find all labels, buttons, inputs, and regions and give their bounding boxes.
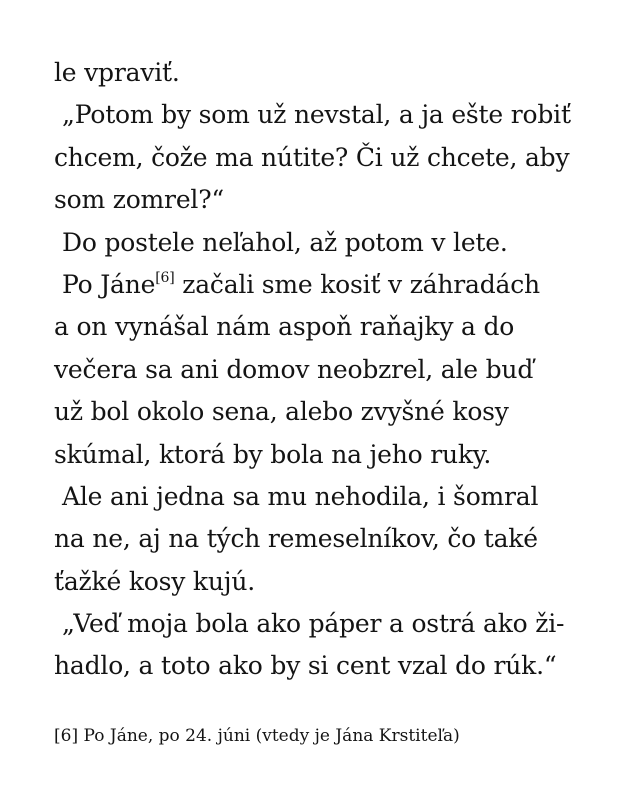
text-line-with-footnote xyxy=(54,264,614,306)
text-line: už bol okolo sena, alebo zvyšné kosy xyxy=(54,397,509,427)
text-segment: začali sme kosiť v záhradách xyxy=(182,269,540,299)
text-line: le vpraviť. xyxy=(54,58,180,87)
text-line: „Potom by som už nevstal, a ja ešte robiť xyxy=(62,100,571,130)
text-body xyxy=(54,52,614,688)
text-line: „Veď moja bola ako páper a ostrá ako ži- xyxy=(62,609,565,639)
text-line: hadlo, a toto ako by si cent vzal do rúk.“ xyxy=(54,651,557,681)
text-segment: Po Jáne xyxy=(62,269,156,299)
text-line: som zomrel?“ xyxy=(54,185,224,215)
text-line: Ale ani jedna sa mu nehodila, i šomral xyxy=(62,481,539,511)
text-line: večera sa ani domov neobzrel, ale buď xyxy=(54,354,534,384)
footnote-reference[interactable]: [6] xyxy=(155,269,175,286)
text-line: a on vynášal nám aspoň raňajky a do xyxy=(54,312,515,342)
text-line: Do postele neľahol, až potom v lete. xyxy=(62,227,508,257)
footnote: [6] Po Jáne, po 24. júni (vtedy je Jána Krstiteľa) xyxy=(54,726,460,746)
text-line: na ne, aj na tých remeselníkov, čo také xyxy=(54,524,538,554)
text-line: chcem, čože ma nútite? Či už chcete, aby xyxy=(54,142,570,172)
text-line: ťažké kosy kujú. xyxy=(54,566,255,596)
text-line: skúmal, ktorá by bola na jeho ruky. xyxy=(54,439,492,469)
